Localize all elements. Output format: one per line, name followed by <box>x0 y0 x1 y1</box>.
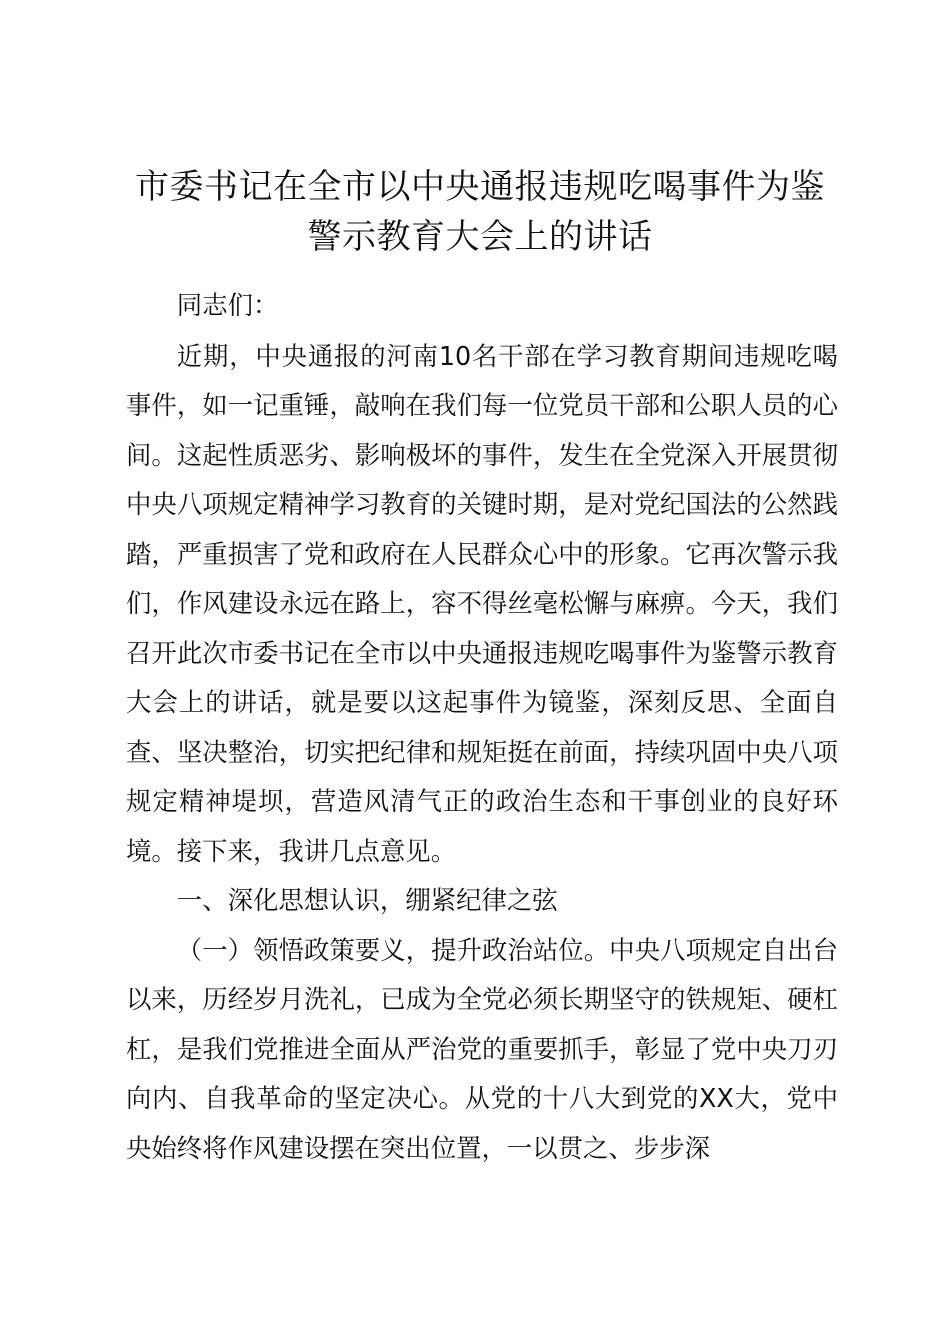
document-title <box>100 162 860 262</box>
title-line-2: 警示教育大会上的讲话 <box>307 217 653 257</box>
title-line-1: 市委书记在全市以中央通报违规吃喝事件为鉴 <box>135 167 825 207</box>
document-body <box>126 281 838 1173</box>
paragraph-intro: 近期，中央通报的河南10名干部在学习教育期间违规吃喝事件，如一记重锤，敲响在我们每一位党员干部和公职人员的心间。这起性质恶劣、影响极坏的事件，发生在全党深入开展贯彻中央八项规定精神学习教育的关键时期，是对党纪国法的公然践踏，严重损害了党和政府在人民群众心中的形象。它再次警示我们，作风建设永远在路上，容不得丝毫松懈与麻痹。今天，我们召开此次市委书记在全市以中央通报违规吃喝事件为鉴警示教育大会上的讲话，就是要以这起事件为镜鉴，深刻反思、全面自查、坚决整治，切实把纪律和规矩挺在前面，持续巩固中央八项规定精神堤坝，营造风清气正的政治生态和干事创业的良好环境。接下来，我讲几点意见。 <box>126 340 838 866</box>
section-heading-1: 一、深化思想认识，绷紧纪律之弦 <box>176 885 558 915</box>
salutation: 同志们： <box>176 290 279 320</box>
paragraph-section-1-1: （一）领悟政策要义，提升政治站位。中央八项规定自出台以来，历经岁月洗礼，已成为全党必须长期坚守的铁规矩、硬杠杠，是我们党推进全面从严治党的重要抓手，彰显了党中央刀刃向内、自我革命的坚定决心。从党的十八大到党的XX大，党中央始终将作风建设摆在突出位置，一以贯之、步步深 <box>126 934 838 1163</box>
